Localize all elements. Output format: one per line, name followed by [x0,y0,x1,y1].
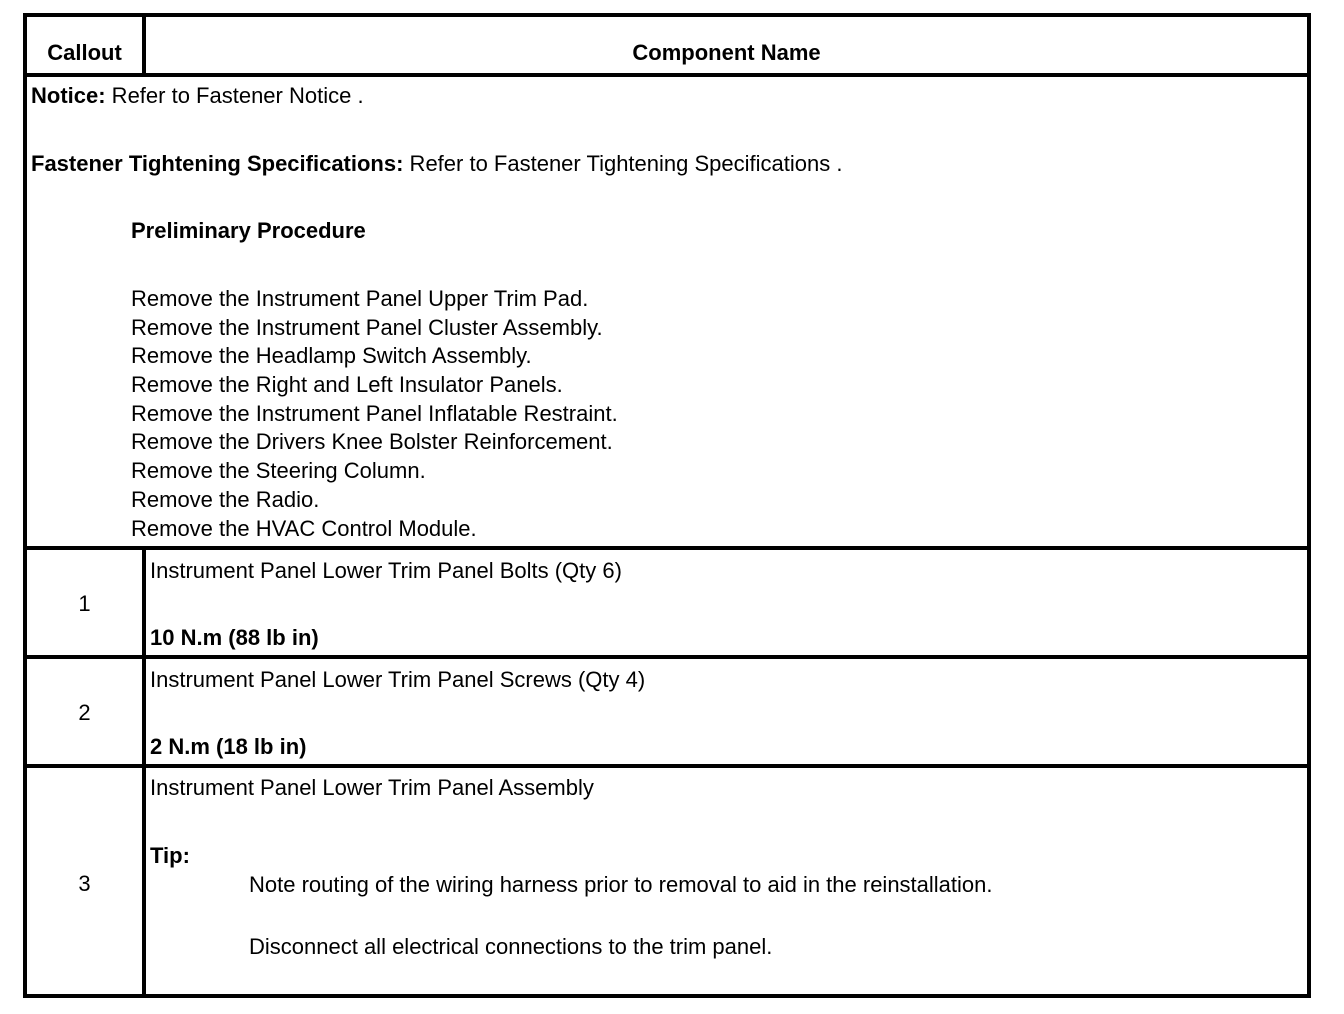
notice-label: Notice: [31,83,106,108]
preliminary-step: Remove the Headlamp Switch Assembly. [131,343,532,369]
callout-number: 3 [78,871,91,896]
component-table [23,13,1311,998]
preliminary-steps-list [131,285,618,543]
preliminary-step: Remove the Drivers Knee Bolster Reinforcement. [131,429,613,455]
tip-text: Note routing of the wiring harness prior to removal to aid in the reinstallation. [249,872,993,897]
fastener-spec-line [31,151,842,177]
torque-spec: 10 N.m (88 lb in) [150,625,319,650]
notice-text: Refer to Fastener Notice . [105,83,364,108]
tip-label: Tip: [150,843,190,868]
fastener-spec-label: Fastener Tightening Specifications: [31,151,404,176]
notice-divider [27,546,1307,550]
preliminary-step: Remove the Steering Column. [131,458,426,484]
component-name: Instrument Panel Lower Trim Panel Assembly [150,775,594,800]
notice-line [31,83,364,109]
component-name: Instrument Panel Lower Trim Panel Screws (Qty 4) [150,667,646,692]
preliminary-step: Remove the Instrument Panel Upper Trim Pad. [131,286,589,311]
preliminary-step: Remove the Radio. [131,486,320,512]
fastener-spec-text: Refer to Fastener Tightening Specifications . [403,151,843,176]
row-divider [27,655,1307,659]
body-column-divider [142,550,146,998]
preliminary-procedure-title: Preliminary Procedure [131,218,366,243]
component-name: Instrument Panel Lower Trim Panel Bolts (Qty 6) [150,558,622,583]
header-divider [27,73,1307,77]
torque-spec: 2 N.m (18 lb in) [150,734,307,759]
row-divider [27,764,1307,768]
callout-number: 2 [78,700,91,725]
preliminary-step: Remove the Instrument Panel Cluster Assembly. [131,314,603,340]
preliminary-step: Remove the Instrument Panel Inflatable Restraint. [131,400,618,426]
component-name-header: Component Name [632,40,821,65]
preliminary-step: Remove the Right and Left Insulator Panels. [131,372,563,398]
preliminary-step: Remove the HVAC Control Module. [131,515,477,541]
tip-text: Disconnect all electrical connections to the trim panel. [249,934,773,959]
callout-number: 1 [78,591,91,616]
callout-header: Callout [47,40,122,65]
